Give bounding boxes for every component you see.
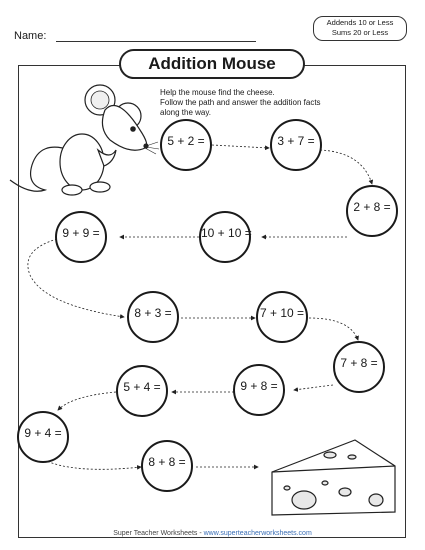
- problem-text: 5 + 2 =: [167, 134, 205, 148]
- problem-text: 8 + 8 =: [148, 455, 186, 469]
- problem-text: 9 + 8 =: [240, 379, 278, 393]
- problem-text: 2 + 8 =: [353, 200, 391, 214]
- problem-circle[interactable]: [270, 119, 322, 171]
- problem-text: 10 + 10 =: [201, 226, 252, 240]
- problem-circle[interactable]: [17, 411, 69, 463]
- problem-circle[interactable]: [127, 291, 179, 343]
- problem-text: 8 + 3 =: [134, 306, 172, 320]
- worksheet-title: Addition Mouse: [119, 49, 305, 79]
- problem-circle[interactable]: [141, 440, 193, 492]
- problem-text: 9 + 4 =: [24, 426, 62, 440]
- problem-text: 3 + 7 =: [277, 134, 315, 148]
- name-label: Name:: [14, 30, 47, 42]
- problem-circle[interactable]: [55, 211, 107, 263]
- mouse-icon: [10, 85, 159, 195]
- problem-text: 7 + 8 =: [340, 356, 378, 370]
- footer: [0, 530, 425, 537]
- problem-circle[interactable]: [333, 341, 385, 393]
- footer-link[interactable]: www.superteacherworksheets.com: [203, 530, 312, 537]
- instruction-line: along the way.: [160, 108, 211, 117]
- level-badge-sums: Sums 20 or Less: [331, 28, 389, 37]
- problem-circle[interactable]: [233, 364, 285, 416]
- problem-circle[interactable]: [116, 365, 168, 417]
- level-badge-addends: Addends 10 or Less: [326, 18, 394, 27]
- problem-circle[interactable]: [160, 119, 212, 171]
- problem-circle[interactable]: [256, 291, 308, 343]
- cheese-icon: [272, 440, 395, 515]
- problem-circle[interactable]: [199, 211, 251, 263]
- instruction-line: Follow the path and answer the addition facts: [160, 98, 321, 107]
- instruction-line: Help the mouse find the cheese.: [160, 88, 275, 97]
- problem-circle[interactable]: [346, 185, 398, 237]
- problem-text: 7 + 10 =: [259, 306, 305, 320]
- footer-credit: Super Teacher Worksheets -: [113, 530, 204, 537]
- problem-text: 9 + 9 =: [62, 226, 100, 240]
- problem-text: 5 + 4 =: [123, 380, 161, 394]
